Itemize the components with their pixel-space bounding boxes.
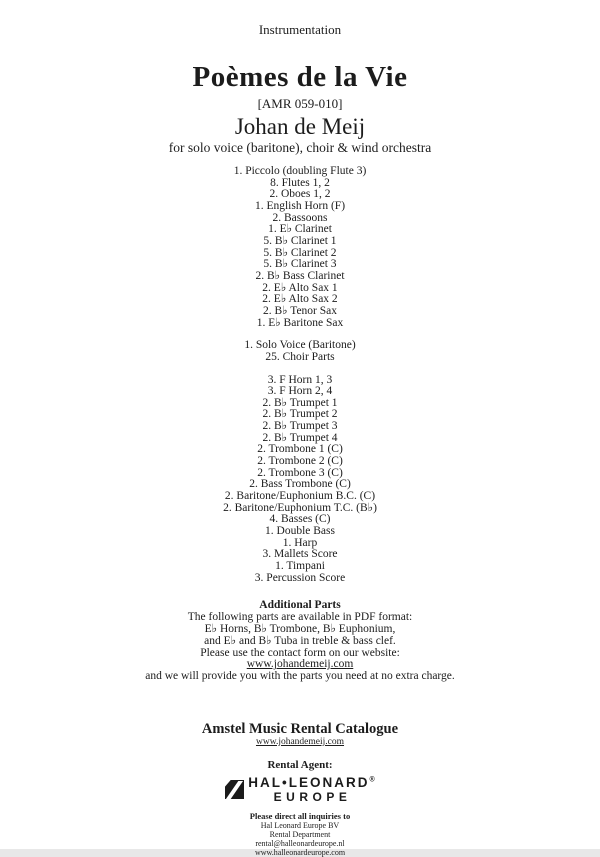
page-header-label: Instrumentation [258,22,342,37]
contact-block [0,812,600,857]
additional-parts-line: E♭ Horns, B♭ Trombone, B♭ Euphonium, [204,622,396,635]
instrument-line: 1. Piccolo (doubling Flute 3) [233,165,367,177]
instrument-line: 2. B♭ Trumpet 2 [262,408,338,421]
instrument-line: 3. Mallets Score [262,548,338,561]
instrument-line: 2. B♭ Bass Clarinet [255,269,345,282]
johandemeij-website-link[interactable]: www.johandemeij.com [255,736,345,747]
registered-trademark-symbol: ® [369,776,375,784]
rental-catalogue-title: Amstel Music Rental Catalogue [201,720,399,737]
instrument-line: 1. E♭ Clarinet [268,223,332,236]
rental-catalogue-block [0,721,600,748]
additional-parts-line: and we will provide you with the parts you need at no extra charge. [145,670,455,683]
hal-leonard-logo-text [248,776,374,804]
instrument-line: 2. E♭ Alto Sax 2 [262,293,338,306]
johandemeij-website-link[interactable]: www.johandemeij.com [246,658,354,671]
instrument-line: 25. Choir Parts [265,350,335,363]
work-subtitle: for solo voice (baritone), choir & wind orchestra [168,140,432,155]
instrument-line: 4. Basses (C) [269,513,331,526]
hal-leonard-logo-icon [225,780,244,799]
contact-company: Hal Leonard Europe BV [260,821,340,831]
instrument-line: 2. Baritone/Euphonium T.C. (B♭) [223,501,377,514]
additional-parts-heading: Additional Parts [259,599,341,612]
instrument-line: 2. Trombone 3 (C) [257,466,343,479]
instrument-line: 5. B♭ Clarinet 3 [263,258,337,271]
additional-parts-line: and E♭ and B♭ Tuba in treble & bass clef. [204,634,396,647]
instrument-line: 2. Trombone 1 (C) [257,443,343,456]
rental-agent-label: Rental Agent: [267,758,333,771]
instrument-line: 1. E♭ Baritone Sax [256,316,344,329]
instrument-line: 5. B♭ Clarinet 2 [263,246,337,259]
contact-department: Rental Department [269,830,331,840]
brand-region: EUROPE [273,790,352,805]
brand-name: HAL•LEONARD® [248,774,375,790]
instrument-line: 2. B♭ Trumpet 3 [262,420,338,433]
instrument-group-voices [0,340,600,363]
instrument-line: 1. English Horn (F) [254,199,346,212]
instrument-line: 2. Baritone/Euphonium B.C. (C) [224,490,376,503]
instrumentation-list [0,166,600,584]
instrument-line: 2. E♭ Alto Sax 1 [262,281,338,294]
instrument-line: 2. Bassoons [272,211,328,224]
catalog-number: [AMR 059-010] [257,96,343,111]
instrument-line: 1. Solo Voice (Baritone) [244,339,356,352]
instrument-line: 8. Flutes 1, 2 [270,176,330,189]
instrument-line: 2. B♭ Trumpet 1 [262,396,338,409]
additional-parts-section [0,600,600,683]
instrument-group-woodwinds [0,166,600,329]
instrument-line: 1. Timpani [275,560,325,572]
instrument-line: 2. B♭ Trumpet 4 [262,431,338,444]
instrument-line: 2. B♭ Tenor Sax [262,304,338,317]
instrument-line: 3. F Horn 1, 3 [267,373,333,386]
instrument-line: 2. Bass Trombone (C) [249,478,351,491]
additional-parts-line: The following parts are available in PDF format: [187,611,413,624]
contact-website: www.halleonardeurope.com [254,848,346,857]
instrument-line: 1. Double Bass [265,525,335,538]
contact-email: rental@halleonardeurope.nl [255,839,345,849]
instrument-group-brass-percussion [0,375,600,585]
hal-leonard-logo [0,776,600,804]
composer-name: Johan de Meij [234,114,366,139]
instrument-line: 3. F Horn 2, 4 [267,385,333,398]
rental-catalogue-link-row [0,737,600,748]
additional-parts-line: Please use the contact form on our website: [200,646,400,659]
instrument-line: 2. Oboes 1, 2 [269,188,331,201]
instrument-line: 5. B♭ Clarinet 1 [263,234,337,247]
instrument-line: 1. Harp [282,536,318,549]
instrument-line: 3. Percussion Score [254,571,346,584]
instrument-line: 2. Trombone 2 (C) [257,455,343,468]
contact-heading: Please direct all inquiries to [249,811,351,822]
work-title: Poèmes de la Vie [192,61,408,93]
